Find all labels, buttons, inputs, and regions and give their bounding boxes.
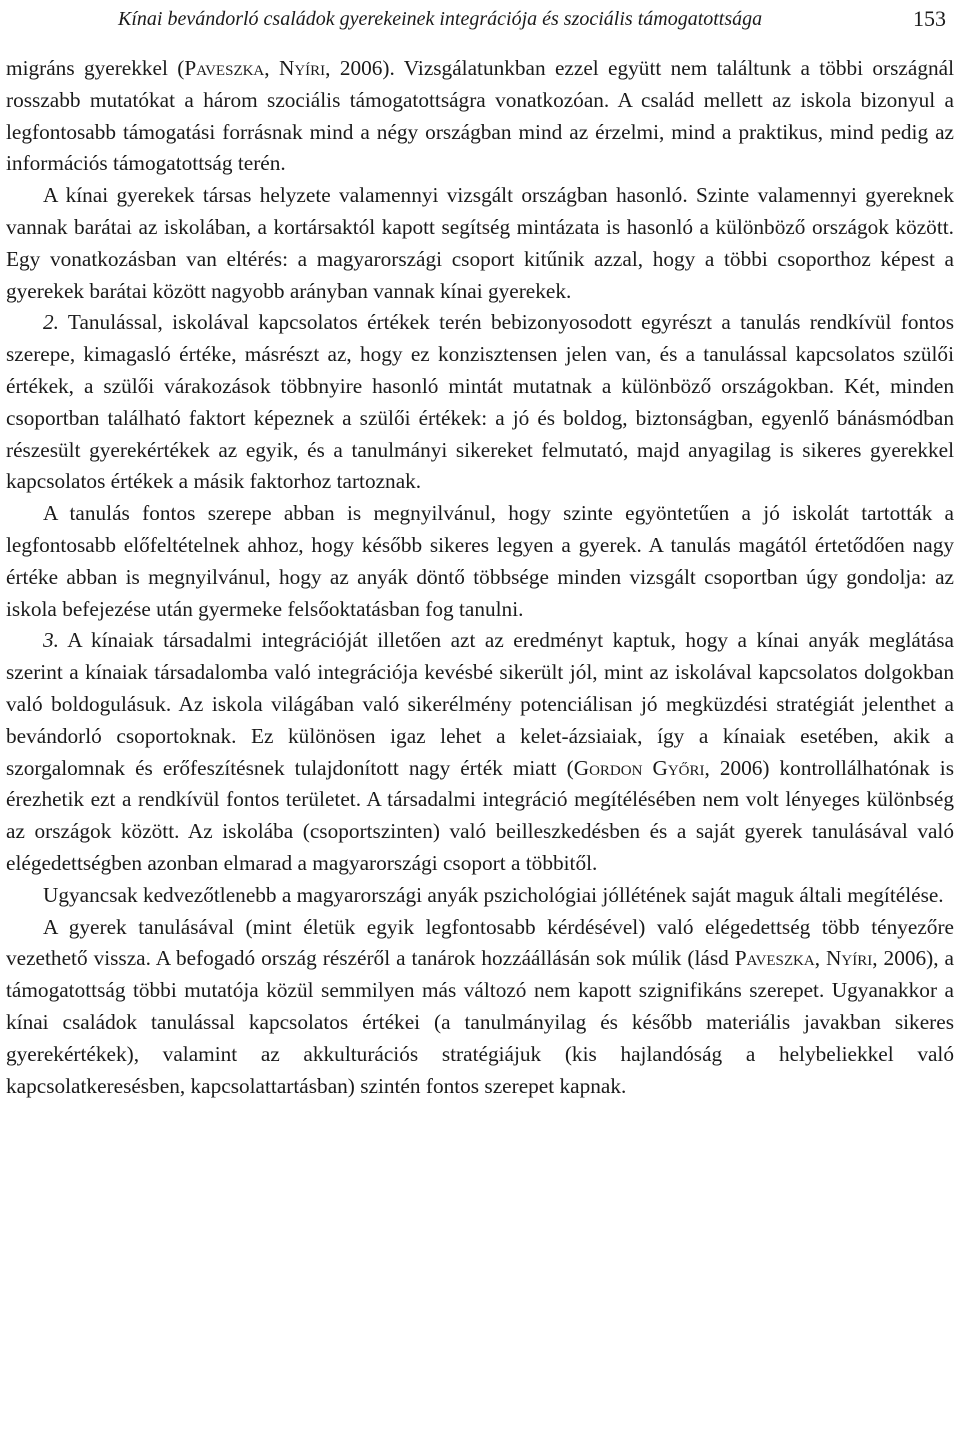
- page-number: 153: [913, 6, 946, 31]
- author-name: Nyíri: [826, 946, 873, 971]
- running-head: [6, 4, 954, 34]
- text-run: ,: [264, 56, 279, 80]
- text-run: ,: [814, 946, 827, 971]
- paragraph: [6, 53, 954, 180]
- text-run: migráns gyerekkel (: [6, 56, 185, 80]
- author-name: Gordon Győri: [573, 755, 705, 780]
- section-number: 3.: [43, 628, 59, 653]
- paragraph: [6, 625, 954, 879]
- author-name: Paveszka: [184, 56, 265, 80]
- text-run: Ugyancsak kedvezőtlenebb a magyarországi anyák pszichológiai jóllétének saját maguk általi megítélése.: [43, 882, 944, 907]
- text-run: , 2006). Vizsgálatunkban ezzel együtt nem találtunk a többi országnál rosszabb mutatókat a három szociális támogatottságra vonatkozóan. A család mellett az iskola bizonyul a legfontosabb támogatási forrásnak mind a négy országban mind az érzelmi, mind a praktikus, mind pedig az információs támogatottság terén.: [6, 56, 954, 176]
- paragraph: [6, 180, 954, 307]
- body-text: [6, 53, 954, 1102]
- running-head-title: Kínai bevándorló családok gyerekeinek integrációja és szociális támogatottsága: [118, 8, 763, 30]
- section-number: 2.: [43, 310, 59, 335]
- paragraph: [6, 498, 954, 625]
- text-run: A gyerek tanulásával (mint életük egyik legfontosabb kérdésével) való elégedettség több tényezőre vezethető vissza. A befogadó ország részéről a tanárok hozzáállásán sok múlik (lásd: [6, 914, 954, 971]
- text-run: A kínaiak társadalmi integrációját illetően azt az eredményt kaptuk, hogy a kínai anyák meglátása szerint a kínaiak társadalomba való integrációja kevésbé sikerült jól, mint az iskolával kapcsolatos dolgokban való boldogulásuk. Az iskola világában való sikerélmény potenciálisan jó megküzdési stratégiát jelenthet a bevándorló csoportoknak. Ez különösen igaz lehet a kelet-ázsiaiak, így a kínaiak esetében, akik a szorgalomnak és erőfeszítésnek tulajdonított nagy érték miatt (: [6, 628, 954, 780]
- paragraph: [6, 307, 954, 498]
- paragraph: [6, 912, 954, 1103]
- page: [0, 4, 960, 1429]
- text-run: , 2006) kontrollálhatónak is érezhetik ezt a rendkívül fontos területet. A társadalmi integráció megítélésében nem volt lényeges különbség az országok között. Az iskolába (csoportszinten) való beilleszkedésben és a saját gyerek tanulásával való elégedettségben azonban elmarad a magyarországi csoport a többitől.: [6, 755, 954, 875]
- text-run: A kínai gyerekek társas helyzete valamennyi vizsgált országban hasonló. Szinte valamennyi gyereknek vannak barátai az iskolában, a kortársaktól kapott segítség mintázata is hasonló a különböző országok között. Egy vonatkozásban van eltérés: a magyarországi csoport kitűnik azzal, hogy a többi csoporthoz képest a gyerekek barátai között nagyobb arányban vannak kínai gyerekek.: [6, 183, 954, 303]
- text-run: Tanulással, iskolával kapcsolatos értékek terén bebizonyosodott egyrészt a tanulás rendkívül fontos szerepe, kimagasló értéke, másrészt az, hogy ez konzisztensen jelen van, és a tanulással kapcsolatos szülői értékek, a szülői várakozások többnyire hasonló mintát mutatnak a különböző országokban. Két, minden csoportban található faktort képeznek a szülői értékek: a jó és boldog, biztonságban, egyenlő bánásmódban részesült gyerekértékek az egyik, és a tanulmányi sikereket felmutató, majd anyagilag is sikeres gyerekkel kapcsolatos értékek a másik faktorhoz tartoznak.: [6, 310, 954, 494]
- author-name: Nyíri: [278, 56, 326, 80]
- author-name: Paveszka: [734, 946, 815, 971]
- paragraph: [6, 880, 954, 912]
- text-run: , 2006), a támogatottság többi mutatója közül semmilyen más változó nem kapott szignifikáns szerepet. Ugyanakkor a kínai családok tanulással kapcsolatos értékei (a tanulmányilag és később materiális javakban sikeres gyerekértékek), valamint az akkulturációs stratégiájuk (kis hajlandóság a helybeliekkel való kapcsolatkeresésben, kapcsolattartásban) szintén fontos szerepet kapnak.: [6, 946, 955, 1098]
- text-run: A tanulás fontos szerepe abban is megnyilvánul, hogy szinte egyöntetűen a jó iskolát tartották a legfontosabb előfeltételnek ahhoz, hogy később sikeres legyen a gyerek. A tanulás magától értetődően nagy értéke abban is megnyilvánul, hogy az anyák döntő többsége minden vizsgált csoportban úgy gondolja: az iskola befejezése után gyermeke felsőoktatásban fog tanulni.: [6, 501, 954, 621]
